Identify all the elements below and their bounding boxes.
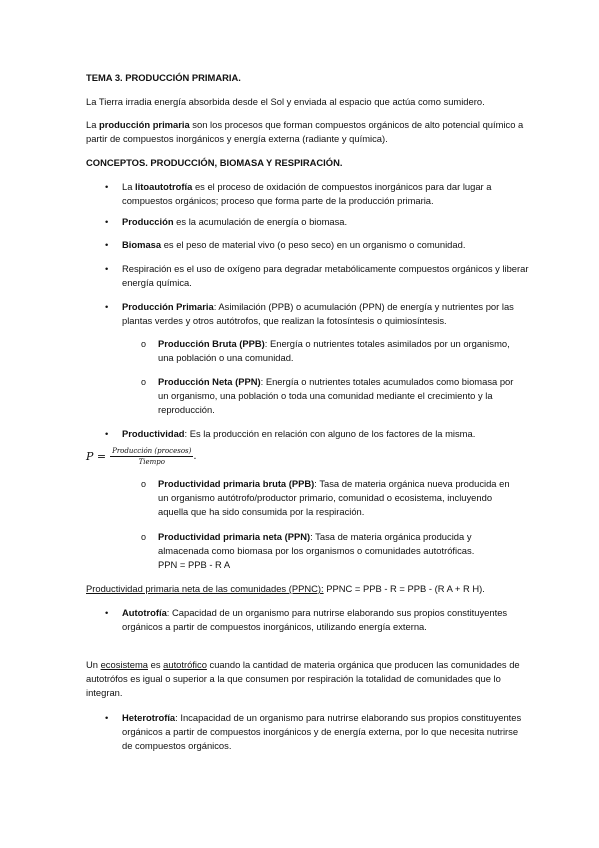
bullet-marker: • xyxy=(105,216,109,227)
sub-bullet-ppn xyxy=(158,530,518,572)
bullet-respiracion: Respiración es el uso de oxígeno para degradar metabólicamente compuestos orgánicos y liberar energía química. xyxy=(122,263,529,288)
sub-bullet-marker: o xyxy=(141,532,147,542)
sub-bullet-produccion-neta xyxy=(158,375,518,417)
bullet-produccion xyxy=(122,215,532,229)
formula-numerator: Producción (procesos) xyxy=(112,447,192,455)
heterotrofia-term: Heterotrofía xyxy=(122,712,176,723)
bullet-produccion-primaria xyxy=(122,300,532,328)
biomasa-term: Biomasa xyxy=(122,239,162,250)
productividad-rest: : Es la producción en relación con alguno de los factores de la misma. xyxy=(184,428,476,439)
litoautotrofia-term: litoautotrofía xyxy=(135,181,193,192)
produccion-primaria-rest: : Asimilación (PPB) o acumulación (PPN) de energía y nutrientes por las plantas verdes y otros autótrofos, que realizan la fotosíntesis o quimiosíntesis. xyxy=(122,301,514,326)
ecosistema-rest: cuando la cantidad de materia orgánica que producen las comunidades de autotrófos es igual o superior a la que consumen por respiración la totalidad de comunidades que lo integran. xyxy=(86,659,520,698)
bullet-biomasa xyxy=(122,238,532,252)
ppnc-label: Productividad primaria neta de las comunidades (PPNC): xyxy=(86,583,324,594)
biomasa-rest: es el peso de material vivo (o peso seco) en un organismo o comunidad. xyxy=(161,239,466,250)
ppb-term: Productividad primaria bruta (PPB) xyxy=(158,478,315,489)
produccion-primaria-term: Producción Primaria xyxy=(122,301,214,312)
bullet-marker: • xyxy=(105,181,109,192)
bullet-marker: • xyxy=(105,239,109,250)
ecosistema-mid: es xyxy=(148,659,164,670)
sub-bullet-marker: o xyxy=(141,377,147,387)
pp-def-rest: son los procesos que forman compuestos orgánicos de alto potencial químico a partir de compuestos inorgánicos y energía externa (radiante y química). xyxy=(86,119,524,144)
ecosistema-paragraph xyxy=(86,658,526,700)
ppn-term: Productividad primaria neta (PPN) xyxy=(158,531,311,542)
ecosistema-pre: Un xyxy=(86,659,101,670)
produccion-term: Producción xyxy=(122,216,174,227)
autotrofico-term: autotrófico xyxy=(163,659,207,670)
autotrofia-term: Autotrofía xyxy=(122,607,167,618)
formula-fraction xyxy=(110,447,193,466)
produccion-rest: es la acumulación de energía o biomasa. xyxy=(173,216,348,227)
bullet-marker: • xyxy=(105,712,109,723)
ppn-formula: PPN = PPB - R A xyxy=(158,559,231,570)
heterotrofia-rest: : Incapacidad de un organismo para nutrirse elaborando sus propios constituyentes orgánicos a partir de compuestos inorgánicos y de energía externa, por lo que necesita nutrirse de compuestos orgánicos. xyxy=(122,712,522,751)
bullet-litoautotrofia xyxy=(122,180,532,208)
productividad-term: Productividad xyxy=(122,428,185,439)
formula-lhs: P = xyxy=(86,450,107,463)
ppb-rest: : Tasa de materia orgánica nueva producida en un organismo autótrofo/productor primario, comunidad o ecosistema, incluyendo aquella que ha sido consumida por la respiración. xyxy=(158,478,510,517)
ppnc-paragraph xyxy=(86,582,546,596)
bruta-term: Producción Bruta (PPB) xyxy=(158,338,265,349)
litoautotrofia-pre: La xyxy=(122,181,136,192)
bullet-productividad xyxy=(122,427,532,441)
bullet-autotrofia xyxy=(122,606,522,634)
neta-rest: : Energía o nutrientes totales acumulados como biomasa por un organismo, una población o toda una comunidad mediante el crecimiento y la reproducción. xyxy=(158,376,514,415)
neta-term: Producción Neta (PPN) xyxy=(158,376,261,387)
productivity-formula xyxy=(86,447,197,466)
formula-tail: . xyxy=(193,451,197,462)
ecosistema-term: ecosistema xyxy=(100,659,149,670)
sub-bullet-marker: o xyxy=(141,479,147,489)
page-title: TEMA 3. PRODUCCIÓN PRIMARIA. xyxy=(86,72,241,83)
pp-def-term: producción primaria xyxy=(99,119,190,130)
autotrofia-rest: : Capacidad de un organismo para nutrirse elaborando sus propios constituyentes orgánicos a partir de compuestos inorgánicos, utilizando energía externa. xyxy=(122,607,508,632)
intro-paragraph: La Tierra irradia energía absorbida desde el Sol y enviada al espacio que actúa como sumidero. xyxy=(86,96,485,107)
bullet-marker: • xyxy=(105,428,109,439)
ppn-rest: : Tasa de materia orgánica producida y almacenada como biomasa por los organismos o comunidades autotróficas. xyxy=(158,531,475,556)
formula-denominator: Tiempo xyxy=(138,458,165,466)
bullet-marker: • xyxy=(105,263,109,274)
sub-bullet-marker: o xyxy=(141,339,147,349)
pp-def-pre: La xyxy=(86,119,100,130)
section-heading: CONCEPTOS. PRODUCCIÓN, BIOMASA Y RESPIRACIÓN. xyxy=(86,157,343,168)
bruta-rest: : Energía o nutrientes totales asimilados por un organismo, una población o una comunidad. xyxy=(158,338,510,363)
ppnc-formula: PPNC = PPB - R = PPB - (R A + R H). xyxy=(323,583,485,594)
bullet-marker: • xyxy=(105,607,109,618)
sub-bullet-produccion-bruta xyxy=(158,337,518,365)
litoautotrofia-rest: es el proceso de oxidación de compuestos inorgánicos para dar lugar a compuestos orgánicos; proceso que forma parte de la producción primaria. xyxy=(122,181,492,206)
bullet-heterotrofia xyxy=(122,711,522,753)
primary-production-definition xyxy=(86,118,526,146)
bullet-marker: • xyxy=(105,301,109,312)
sub-bullet-ppb xyxy=(158,477,518,519)
